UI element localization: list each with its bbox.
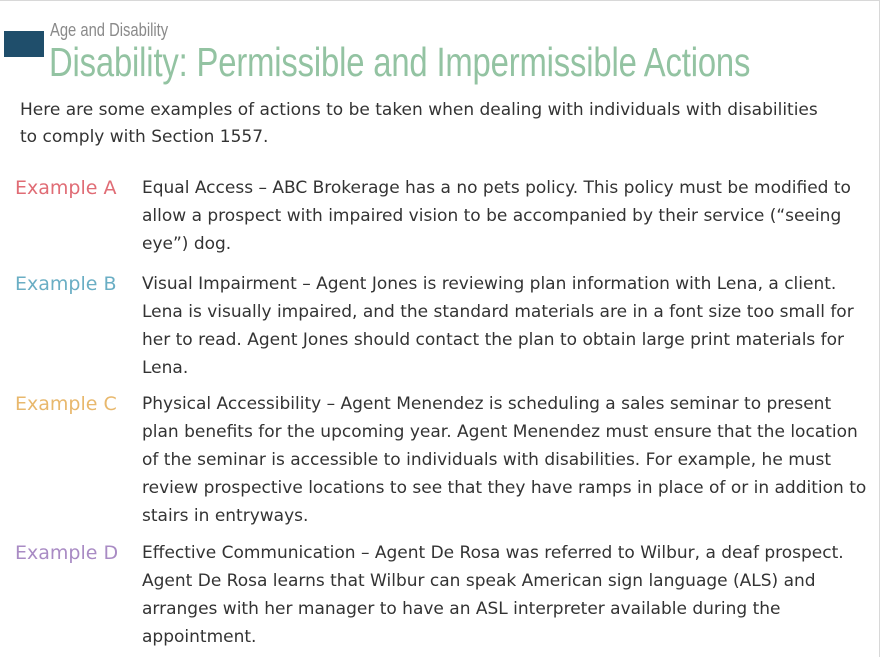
accent-bar: [4, 31, 44, 57]
intro-paragraph: Here are some examples of actions to be taken when dealing with individuals with disabilities to comply with Section 1557.: [20, 100, 818, 147]
example-d-label: Example D: [15, 542, 119, 564]
example-b-text: Visual Impairment – Agent Jones is reviewing plan information with Lena, a client. Lena is visually impaired, and the standard materials are in a font size too small for her to read. Agent Jones should contact the plan to obtain large print materials for Lena.: [142, 274, 854, 378]
example-b-label: Example B: [15, 273, 117, 295]
example-a-label: Example A: [15, 177, 117, 199]
page-title: Disability: Permissible and Impermissible Actions: [49, 39, 751, 85]
example-c-label: Example C: [15, 393, 117, 415]
example-d-text: Effective Communication – Agent De Rosa was referred to Wilbur, a deaf prospect. Agent De Rosa learns that Wilbur can speak American sign language (ALS) and arranges with her manager to have an ASL interpreter available during the appointment.: [142, 543, 844, 647]
section-label: Age and Disability: [50, 20, 169, 40]
example-c-text: Physical Accessibility – Agent Menendez is scheduling a sales seminar to present plan benefits for the upcoming year. Agent Menendez must ensure that the location of the seminar is accessible to individuals with disabilities. For example, he must review prospective locations to see that they have ramps in place of or in addition to stairs in entryways.: [142, 394, 867, 526]
example-a-text: Equal Access – ABC Brokerage has a no pets policy. This policy must be modified to allow a prospect with impaired vision to be accompanied by their service (“seeing eye”) dog.: [142, 178, 851, 254]
